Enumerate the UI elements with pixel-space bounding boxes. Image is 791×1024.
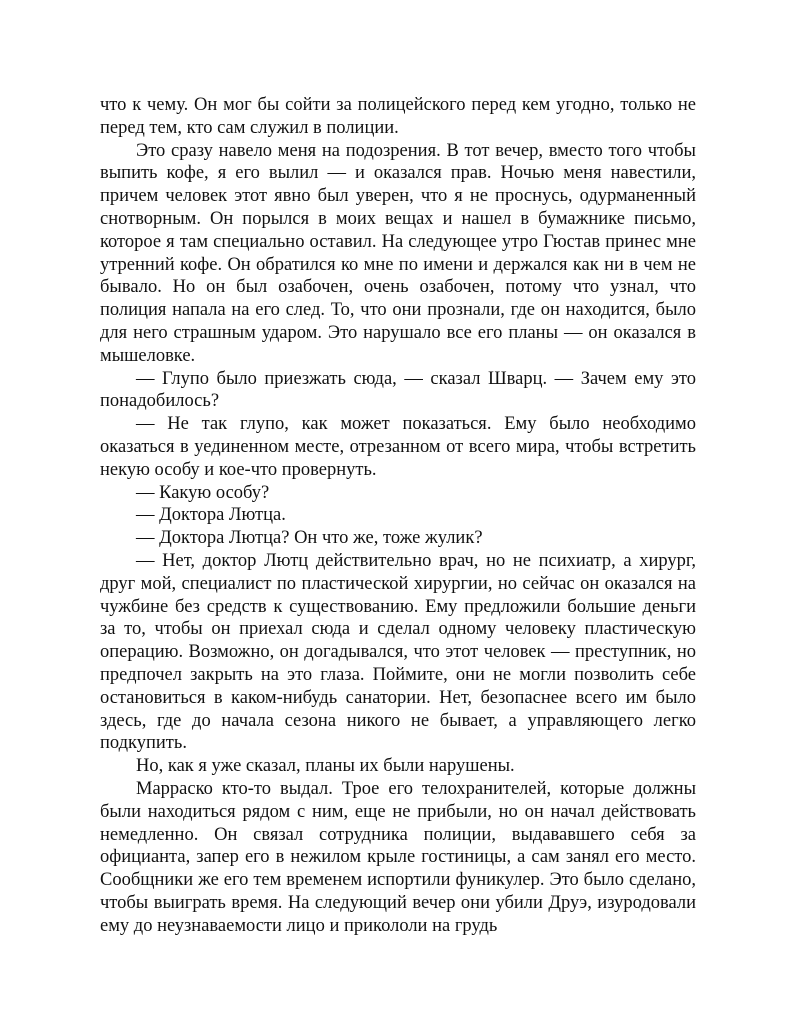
dialogue-line: — Нет, доктор Лютц действительно врач, но не психиатр, а хирург, друг мой, специалист по пластической хирургии, но сейчас он оказался на чужбине без средств к существованию. Ему предложили большие деньги за то, чтобы он приехал сюда и сделал одному человеку пластическую операцию. Возможно, он догадывался, что этот человек — преступник, но предпочел закрыть на это глаза. Поймите, они не могли позволить себе остановиться в каком-нибудь санатории. Нет, безопаснее всего им было здесь, где до начала сезона никого не бывает, а управляющего легко подкупить.: [100, 550, 696, 754]
paragraph-plans: Но, как я уже сказал, планы их были нарушены.: [136, 756, 515, 777]
paragraph-suspicion: Это сразу навело меня на подозрения. В тот вечер, вместо того чтобы выпить кофе, я его вылил — и оказался прав. Ночью меня навестили, причем человек этот явно был уверен, что я не проснусь, одурманенный снотворным. Он порылся в моих вещах и нашел в бумажнике письмо, которое я там специально оставил. На следующее утро Гюстав принес мне утренний кофе. Он обратился ко мне по имени и держался как ни в чем не бывало. Но он был озабочен, очень озабочен, потому что узнал, что полиция напала на его след. То, что они прознали, где он находится, было для него страшным ударом. Это нарушало все его планы — он оказался в мышеловке.: [100, 140, 696, 366]
dialogue-line: — Доктора Лютца.: [136, 505, 286, 526]
paragraph-continuation: что к чему. Он мог бы сойти за полицейского перед кем угодно, только не перед тем, кто сам служил в полиции.: [100, 95, 696, 138]
dialogue-line: — Какую особу?: [136, 482, 270, 503]
paragraph-marrasco: Марраско кто-то выдал. Трое его телохранителей, которые должны были находиться рядом с ним, еще не прибыли, но он начал действовать немедленно. Он связал сотрудника полиции, выдававшего себя за официанта, запер его в нежилом крыле гостиницы, а сам занял его место. Сообщники же его тем временем испортили фуникулер. Это было сделано, чтобы выиграть время. На следующий вечер они убили Друэ, изуродовали ему до неузнаваемости лицо и прикололи на грудь: [100, 778, 696, 936]
dialogue-line: — Глупо было приезжать сюда, — сказал Шварц. — Зачем ему это понадобилось?: [100, 368, 696, 412]
document-page: [100, 94, 696, 937]
dialogue-line: — Не так глупо, как может показаться. Ему было необходимо оказаться в уединенном месте, отрезанном от всего мира, чтобы встретить некую особу и кое-что провернуть.: [100, 414, 696, 480]
dialogue-line: — Доктора Лютца? Он что же, тоже жулик?: [136, 528, 483, 549]
